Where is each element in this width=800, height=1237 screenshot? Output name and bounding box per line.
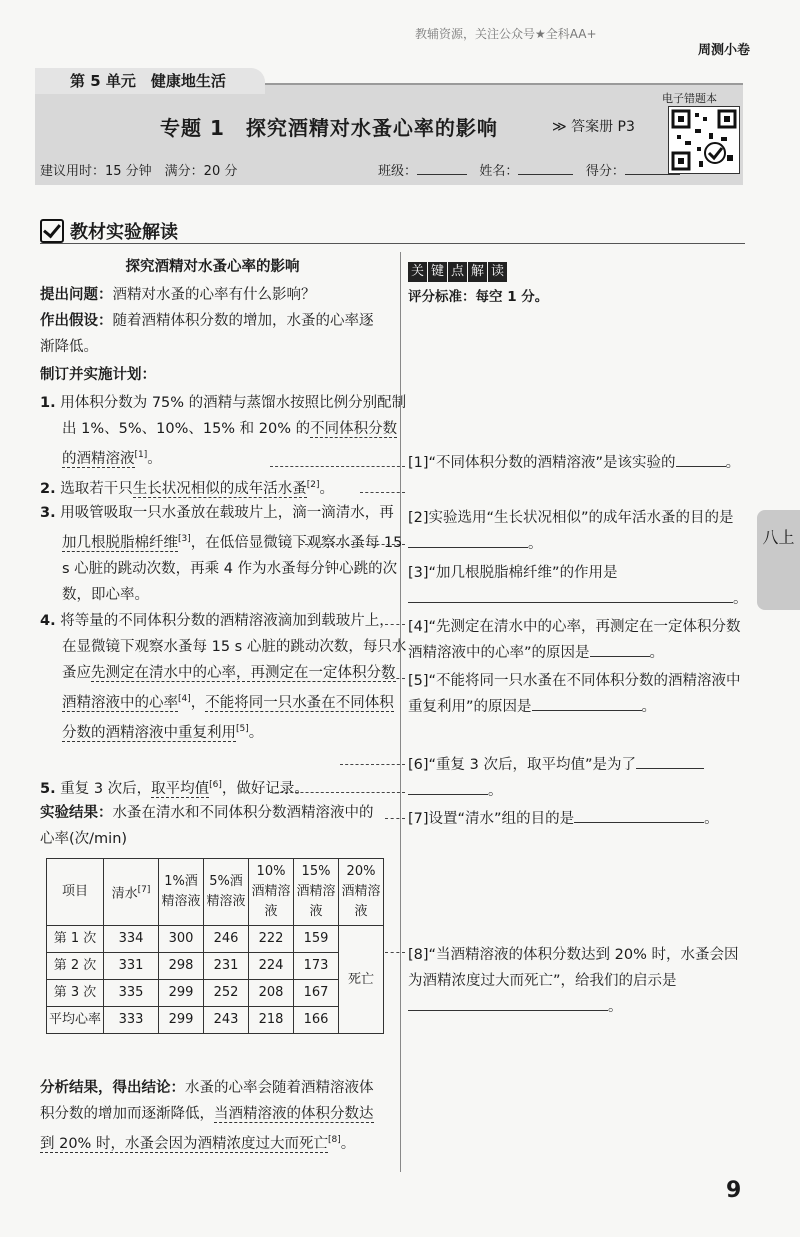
connector-8 (385, 952, 405, 953)
score-label: 得分： (585, 164, 625, 179)
note-3-marker: [3] (178, 534, 191, 544)
table-cell: 231 (204, 953, 249, 980)
key-char: 键 (428, 262, 447, 282)
table-cell: 173 (294, 953, 339, 980)
row-label: 第 1 次 (47, 926, 104, 953)
score-standard: 评分标准：每空 1 分。 (408, 289, 549, 305)
table-cell: 218 (249, 1007, 294, 1034)
table-cell: 334 (104, 926, 159, 953)
key-question-3 (408, 560, 748, 612)
student-info-fields (378, 160, 680, 179)
step-5 (40, 772, 407, 802)
step-4 (40, 608, 407, 746)
step-2-text: 选取若干只 (60, 480, 133, 497)
top-watermark-note: 教辅资源，关注公众号★全科AA+ (415, 27, 597, 41)
step-4-text: 将等量的不同体积分数的酒精溶液滴加到载玻片上，在显微镜下观察水蚤每 15 s 心脏的跳动次数，每只水蚤应 (60, 613, 407, 681)
series-label: 周测小卷 (698, 43, 751, 58)
answer-blank-3[interactable] (408, 602, 733, 603)
class-label: 班级： (378, 164, 418, 179)
answer-blank-8[interactable] (408, 1010, 608, 1011)
analysis-end: 。 (340, 1135, 356, 1152)
section-title: 教材实验解读 (70, 222, 178, 243)
step-3-text-a: 用吸管吸取一只水蚤放在载玻片上，滴一滴清水，再 (60, 505, 394, 521)
key-question-6-end: 。 (488, 783, 503, 799)
key-point-header (408, 258, 748, 284)
table-row (47, 926, 384, 953)
section-header (40, 218, 178, 244)
table-cell: 224 (249, 953, 294, 980)
note-1-marker: [1] (134, 450, 148, 460)
question-paragraph (40, 282, 385, 308)
section-divider (40, 243, 745, 244)
suggested-time: 建议用时：15 分钟 满分：20 分 (40, 164, 238, 179)
step-5-text-a: 重复 3 次后， (60, 780, 152, 797)
connector-5 (385, 678, 405, 679)
key-question-8-end: 。 (608, 999, 623, 1015)
analysis-underline: 当酒精溶液的体积分数达到 20% 时，水蚤会因为酒精浓度过大而死亡 (40, 1106, 374, 1152)
key-question-5 (408, 668, 748, 720)
step-1-text: 用体积分数为 75% 的酒精与蒸馏水按照比例分别配制出 1%、5%、10%、15% 和 20% 的 (60, 395, 407, 437)
note-4-marker: [4] (178, 694, 191, 704)
key-question-3-end: 。 (733, 591, 748, 607)
key-question-1-text: [1]“不同体积分数的酒精溶液”是该实验的 (408, 455, 676, 471)
dead-cell: 死亡 (339, 926, 384, 1034)
row-label: 第 2 次 (47, 953, 104, 980)
header-cell: 1%酒精溶液 (159, 859, 204, 926)
step-2-underline: 生长状况相似的成年活水蚤 (132, 480, 307, 497)
table-cell: 331 (104, 953, 159, 980)
header-water-text: 清水 (111, 886, 138, 902)
connector-1 (270, 466, 405, 467)
header-cell: 10%酒精溶液 (249, 859, 294, 926)
answer-blank-6b[interactable] (408, 794, 488, 795)
key-question-5-end: 。 (641, 699, 657, 715)
key-question-7-end: 。 (704, 811, 719, 827)
row-label: 平均心率 (47, 1007, 104, 1034)
connector-7 (385, 818, 405, 819)
step-3-text-b: ，在低倍显微镜下观察水蚤每 15 s 心脏的跳动次数，再乘 4 作为水蚤每分钟心跳的次数，即心率。 (62, 534, 403, 603)
result-paragraph (40, 800, 385, 852)
key-question-4 (408, 614, 748, 666)
analysis-paragraph (40, 1075, 385, 1157)
step-4-number: 4. (40, 613, 56, 629)
class-blank[interactable] (417, 174, 467, 175)
connector-6 (340, 764, 405, 765)
answer-blank-6a[interactable] (636, 768, 704, 769)
unit-title: 第 5 单元 健康地生活 (35, 68, 265, 94)
key-question-7-text: [7]设置“清水”组的目的是 (408, 811, 575, 827)
table-cell: 159 (294, 926, 339, 953)
step-1-end: 。 (147, 450, 162, 467)
key-question-3-text: [3]“加几根脱脂棉纤维”的作用是 (408, 565, 618, 581)
key-char: 解 (468, 262, 487, 282)
question-text: 酒精对水蚤的心率有什么影响？ (112, 287, 316, 303)
header-cell-water (104, 859, 159, 926)
connector-6b (270, 792, 405, 793)
result-text: 水蚤在清水和不同体积分数酒精溶液中的心率(次/min) (40, 805, 374, 847)
step-1-number: 1. (40, 395, 56, 411)
table-cell: 243 (204, 1007, 249, 1034)
table-cell: 298 (159, 953, 204, 980)
table-cell: 333 (104, 1007, 159, 1034)
step-2-end: 。 (319, 480, 334, 497)
name-label: 姓名： (479, 164, 519, 179)
name-blank[interactable] (518, 174, 573, 175)
table-cell: 167 (294, 980, 339, 1007)
key-question-1-end: 。 (725, 455, 741, 471)
key-question-8 (408, 942, 748, 1020)
key-question-6-text: [6]“重复 3 次后，取平均值”是为了 (408, 757, 637, 773)
key-char: 关 (408, 262, 427, 282)
table-row (47, 1007, 384, 1034)
table-row (47, 953, 384, 980)
plan-label: 制订并实施计划： (40, 367, 156, 383)
table-cell: 299 (159, 1007, 204, 1034)
score-blank[interactable] (625, 174, 680, 175)
note-6-marker: [6] (209, 780, 222, 790)
step-5-text-b: ，做好记录。 (221, 780, 309, 797)
step-5-underline: 取平均值 (151, 780, 210, 797)
step-1 (40, 390, 407, 472)
answer-blank-7[interactable] (574, 822, 704, 823)
note-7-marker: [7] (137, 884, 151, 895)
step-3-number: 3. (40, 505, 56, 521)
connector-2 (360, 492, 405, 493)
answer-blank-5[interactable] (532, 710, 642, 711)
step-3-underline: 加几根脱脂棉纤维 (62, 534, 178, 551)
analysis-text: 水蚤的心率会随着酒精溶液体积分数的增加而逐渐降低， (40, 1080, 374, 1122)
answer-blank-1[interactable] (676, 466, 726, 467)
analysis-label: 分析结果，得出结论： (40, 1080, 185, 1096)
key-question-8-text: [8]“当酒精溶液的体积分数达到 20% 时，水蚤会因为酒精浓度过大而死亡”，给我们的启示是 (408, 947, 739, 989)
answer-blank-2[interactable] (408, 547, 528, 548)
table-cell: 222 (249, 926, 294, 953)
table-cell: 335 (104, 980, 159, 1007)
table-cell: 208 (249, 980, 294, 1007)
key-char: 读 (488, 262, 507, 282)
step-4-end: 。 (248, 724, 264, 741)
question-label: 提出问题： (40, 287, 113, 303)
key-question-4-text: [4]“先测定在清水中的心率，再测定在一定体积分数酒精溶液中的心率”的原因是 (408, 619, 741, 661)
hypothesis-text: 随着酒精体积分数的增加，水蚤的心率逐渐降低。 (40, 313, 374, 355)
header-cell: 项目 (47, 859, 104, 926)
grade-side-tab: 八上 (757, 510, 800, 610)
hypothesis-label: 作出假设： (40, 313, 113, 329)
header-cell: 20%酒精溶液 (339, 859, 384, 926)
page-number: 9 (726, 1178, 742, 1203)
answer-blank-4[interactable] (590, 656, 650, 657)
header-cell: 15%酒精溶液 (294, 859, 339, 926)
heart-rate-table (46, 858, 384, 1034)
connector-3 (300, 544, 405, 545)
step-4-underline-2: 不能将同一只水蚤在不同体积分数的酒精溶液中重复利用 (62, 694, 394, 741)
table-row (47, 980, 384, 1007)
answer-reference: ≫ 答案册 P3 (552, 119, 635, 135)
step-2-number: 2. (40, 480, 56, 497)
hypothesis-paragraph (40, 308, 385, 360)
result-label: 实验结果： (40, 805, 113, 821)
qr-label: 电子错题本 (662, 92, 717, 105)
key-question-2 (408, 505, 748, 557)
key-question-6 (408, 752, 748, 804)
step-4-underline-1: 先测定在清水中的心率，再测定在一定体积分数酒精溶液中的心率 (62, 665, 396, 711)
key-question-5-text: [5]“不能将同一只水蚤在不同体积分数的酒精溶液中重复利用”的原因是 (408, 673, 741, 715)
step-4-comma: ， (190, 694, 206, 711)
step-5-number: 5. (40, 780, 56, 797)
header-cell: 5%酒精溶液 (204, 859, 249, 926)
key-question-7 (408, 806, 748, 832)
step-3 (40, 500, 407, 608)
note-8-marker: [8] (327, 1135, 341, 1145)
step-2 (40, 472, 407, 502)
note-2-marker: [2] (306, 480, 320, 490)
table-cell: 166 (294, 1007, 339, 1034)
key-point-badge (408, 262, 507, 282)
key-question-1 (408, 450, 748, 476)
key-char: 点 (448, 262, 467, 282)
table-header-row (47, 859, 384, 926)
table-cell: 252 (204, 980, 249, 1007)
table-cell: 300 (159, 926, 204, 953)
table-cell: 246 (204, 926, 249, 953)
table-cell: 299 (159, 980, 204, 1007)
row-label: 第 3 次 (47, 980, 104, 1007)
note-5-marker: [5] (236, 723, 249, 734)
key-question-4-end: 。 (649, 645, 665, 661)
experiment-title: 探究酒精对水蚤心率的影响 (125, 259, 300, 275)
checkbox-icon (40, 219, 64, 243)
connector-4 (385, 624, 405, 625)
step-1-underline: 不同体积分数的酒精溶液 (62, 421, 398, 467)
key-question-2-text: [2]实验选用“生长状况相似”的成年活水蚤的目的是 (408, 510, 734, 526)
key-question-2-end: 。 (528, 536, 543, 552)
topic-title: 专题 1 探究酒精对水蚤心率的影响 (160, 116, 498, 140)
